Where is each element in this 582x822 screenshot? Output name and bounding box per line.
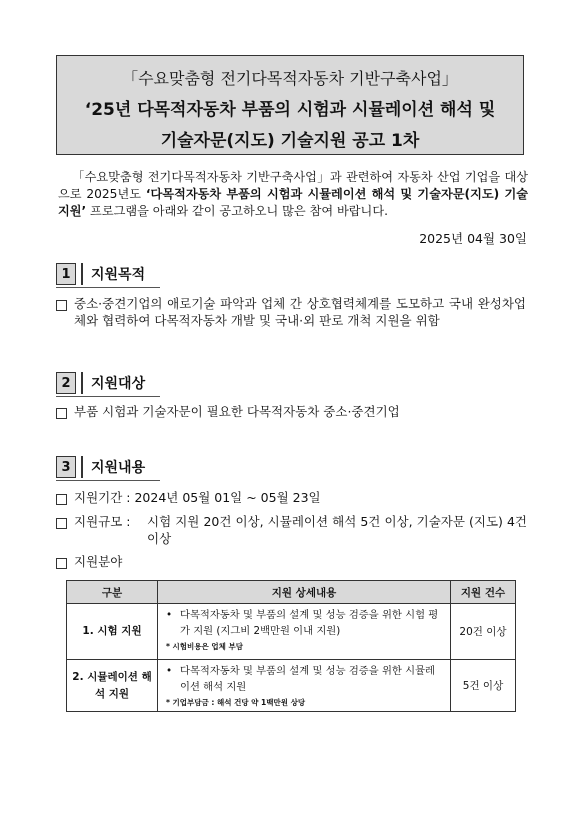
intro-text-1: 「수요맞춤형 전기다목적자동차 기반구축사업」과 관련하여 자동차 산업 기업을 대상으로 2025년도 — [58, 170, 528, 201]
section-title: 지원내용 — [91, 460, 146, 476]
checkbox-marker — [56, 491, 74, 508]
row-count: 5건 이상 — [451, 660, 516, 712]
section-underline — [56, 287, 160, 288]
intro-paragraph — [58, 169, 528, 220]
column-header: 지원 상세내용 — [158, 581, 451, 604]
announcement-date: 2025년 04월 30일 — [419, 231, 527, 246]
checkbox-marker — [56, 405, 74, 422]
section-divider-bar — [81, 372, 83, 394]
table-row — [67, 604, 516, 660]
table-row — [67, 660, 516, 712]
title-line1: 「수요맞춤형 전기다목적자동차 기반구축사업」 — [122, 69, 458, 88]
section-2-header — [56, 371, 145, 395]
support-scale-label: 지원규모 : — [74, 514, 131, 529]
row-count: 20건 이상 — [451, 604, 516, 660]
section-number: 3 — [56, 456, 76, 478]
intro-text-2: 프로그램을 아래와 같이 공고하오니 많은 참여 바랍니다. — [86, 204, 388, 218]
section-2-bullet: 부품 시험과 기술자문이 필요한 다목적자동차 중소·중견기업 — [74, 404, 400, 419]
section-underline — [56, 396, 160, 397]
section-divider-bar — [81, 263, 83, 285]
section-title: 지원대상 — [91, 376, 146, 392]
checkbox-icon — [56, 300, 67, 311]
row-detail-text: 다목적자동차 및 부품의 설계 및 성능 검증을 위한 시뮬레이션 해석 지원 — [180, 665, 435, 693]
section-divider-bar — [81, 456, 83, 478]
checkbox-icon — [56, 518, 67, 529]
row-detail — [158, 604, 451, 660]
checkbox-marker — [56, 515, 74, 532]
section-1-header — [56, 262, 145, 286]
column-header: 구분 — [67, 581, 158, 604]
bullet-dot-icon: • — [166, 665, 173, 677]
support-scale-value: 시험 지원 20건 이상, 시뮬레이션 해석 5건 이상, 기술자문 (지도) 4건 이상 — [147, 514, 527, 546]
column-header: 지원 건수 — [451, 581, 516, 604]
section-number: 1 — [56, 263, 76, 285]
row-note: * 기업부담금 : 해석 건당 약 1백만원 상당 — [166, 698, 306, 707]
support-field-label: 지원분야 — [74, 554, 123, 569]
checkbox-marker — [56, 555, 74, 572]
title-box — [56, 55, 524, 155]
table-header-row — [67, 581, 516, 604]
checkbox-icon — [56, 558, 67, 569]
section-3-header — [56, 455, 145, 479]
row-note: * 시험비용은 업체 부담 — [166, 642, 243, 651]
support-period: 지원기간 : 2024년 05월 01일 ~ 05월 23일 — [74, 490, 321, 505]
row-detail — [158, 660, 451, 712]
section-1-bullet: 중소·중견기업의 애로기술 파악과 업체 간 상호협력체계를 도모하고 국내 완성차업체와 협력하여 다목적자동차 개발 및 국내·외 판로 개척 지원을 위함 — [74, 296, 526, 328]
row-category: 2. 시뮬레이션 해석 지원 — [67, 660, 158, 712]
section-number: 2 — [56, 372, 76, 394]
checkbox-marker — [56, 297, 74, 314]
title-line3: 기술자문(지도) 기술지원 공고 1차 — [160, 131, 420, 151]
title-line2: ‘25년 다목적자동차 부품의 시험과 시뮬레이션 해석 및 — [84, 100, 496, 120]
section-title: 지원목적 — [91, 267, 146, 283]
bullet-dot-icon: • — [166, 609, 173, 621]
section-underline — [56, 480, 160, 481]
support-table — [66, 580, 516, 712]
checkbox-icon — [56, 494, 67, 505]
checkbox-icon — [56, 408, 67, 419]
intro-program-name: ‘다목적자동차 부품의 시험과 시뮬레이션 해석 및 기술자문(지도) 기술지원’ — [58, 187, 529, 218]
row-detail-text: 다목적자동차 및 부품의 설계 및 성능 검증을 위한 시험 평가 지원 (지그비 2백만원 이내 지원) — [180, 609, 439, 637]
row-category: 1. 시험 지원 — [67, 604, 158, 660]
